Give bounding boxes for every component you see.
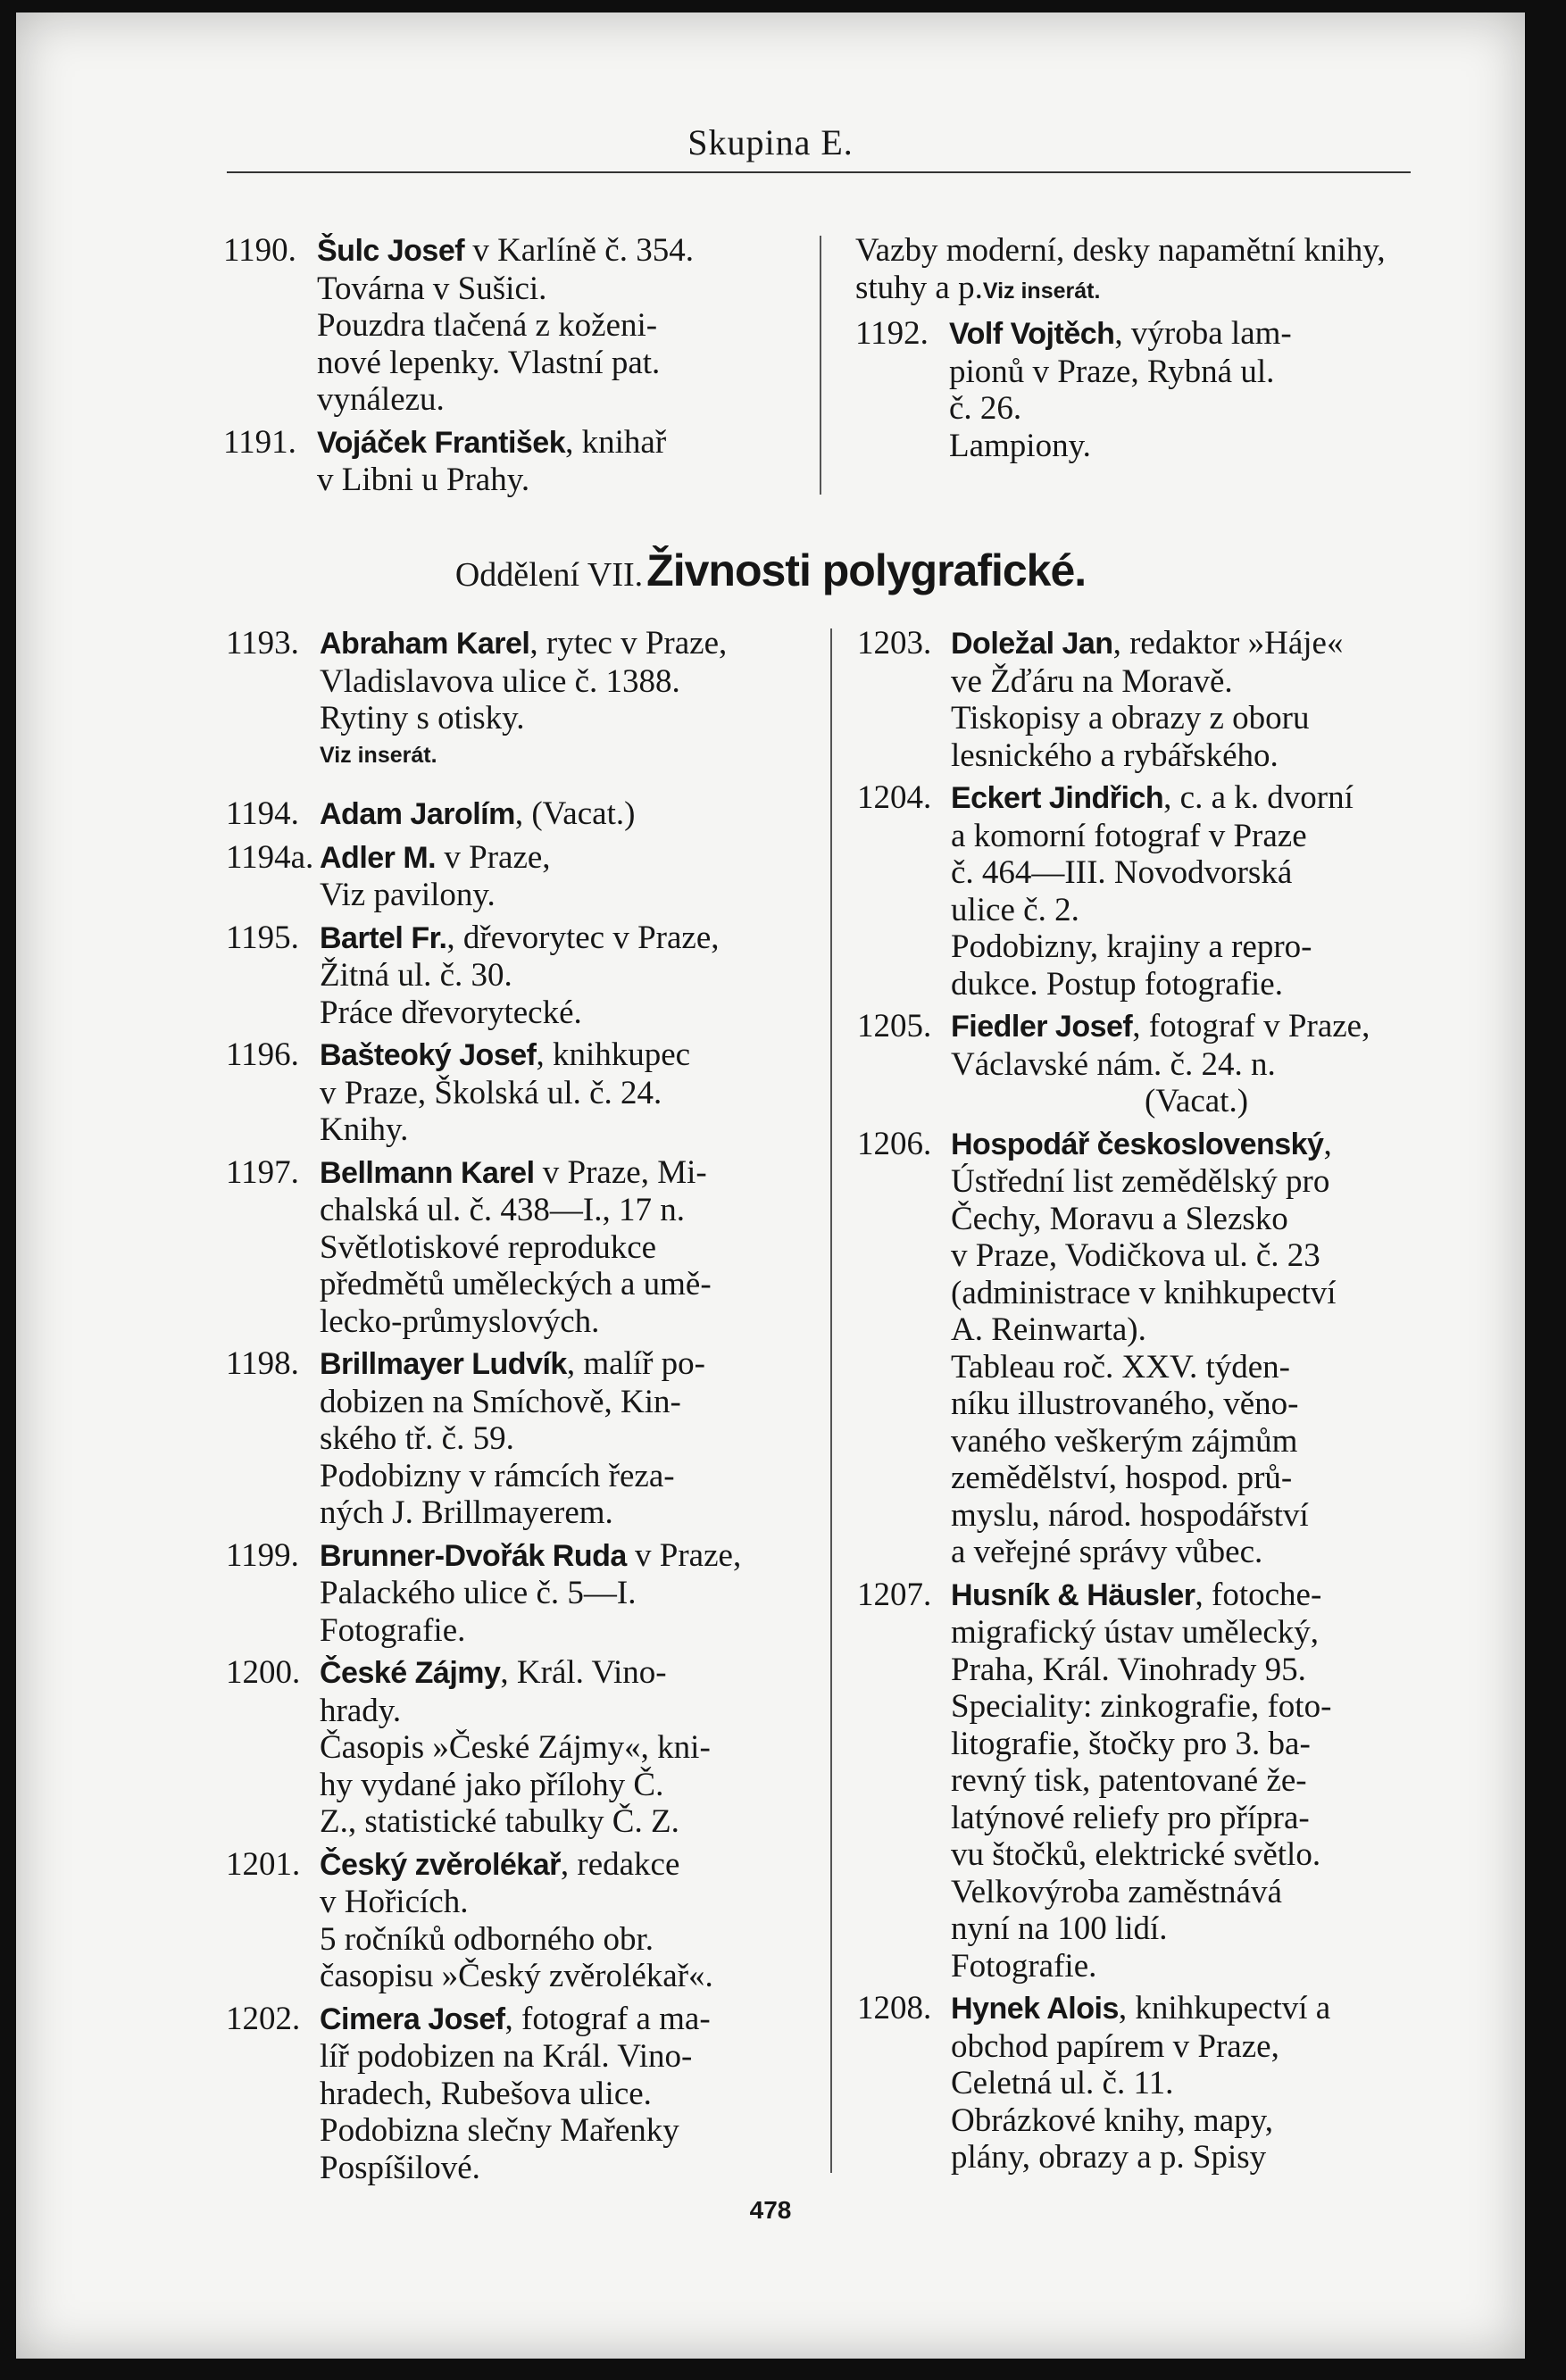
entry-description: , Král. Vino- [500, 1654, 667, 1691]
entry-number: 1203. [857, 625, 932, 662]
entry-name: Hynek Alois [951, 1992, 1119, 2026]
entry-line: Celetná ul. č. 11. [951, 2065, 1174, 2101]
top-left-column [223, 232, 812, 499]
section-heading [16, 545, 1525, 596]
section-title: Živnosti polygrafické. [646, 545, 1087, 595]
entry-number: 1199. [226, 1536, 299, 1574]
entry-description: , dřevorytec v Praze, [446, 919, 720, 956]
entry-name: Fiedler Josef [951, 1010, 1133, 1044]
document-page [16, 12, 1525, 2359]
section-label: Oddělení VII. [454, 556, 644, 594]
directory-entry [226, 920, 824, 1032]
entry-line: Rytiny s otisky. [320, 700, 525, 736]
entry-line: (administrace v knihkupectví [951, 1274, 1337, 1311]
entry-description: v Praze, Mi- [534, 1153, 707, 1191]
entry-number: 1208. [857, 1990, 932, 2026]
entry-name: Brillmayer Ludvík [320, 1347, 567, 1381]
entry-line: ského tř. č. 59. [320, 1420, 514, 1457]
entry-line: Lampiony. [949, 427, 1091, 464]
entry-first-line [320, 2001, 824, 2039]
entry-line: A. Reinwarta). [951, 1311, 1146, 1348]
entry-name: Adam Jarolím [320, 797, 515, 831]
entry-line: Viz pavilony. [320, 877, 496, 913]
entry-description: , [1323, 1125, 1332, 1162]
entry-line: pionů v Praze, Rybná ul. [949, 353, 1275, 390]
continued-line: Vazby moderní, desky na [855, 232, 1190, 269]
entry-first-line [320, 1537, 824, 1576]
entry-line: nyní na 100 lidí. [951, 1910, 1168, 1947]
entry-name: Hospodář československý [951, 1127, 1324, 1161]
entry-number: 1204. [857, 779, 932, 816]
entry-description: v Praze, [436, 838, 551, 876]
entry-description: v Karlíně č. 354. [464, 232, 694, 269]
entry-number: 1195. [226, 919, 299, 956]
entry-line: Speciality: zinkografie, foto- [951, 1688, 1332, 1725]
entry-name: Bartel Fr. [320, 920, 447, 955]
directory-entry [226, 625, 824, 774]
entry-line: Továrna v Sušici. [317, 270, 547, 307]
entry-line: nové lepenky. Vlastní pat. [317, 344, 661, 381]
entry-line: Fotografie. [320, 1611, 466, 1649]
entry-line: Pospíšilové. [320, 2149, 480, 2186]
entry-line: ulice č. 2. [951, 891, 1079, 928]
entry-line: č. 26. [949, 390, 1022, 427]
entry-line: hy vydané jako přílohy Č. [320, 1766, 664, 1803]
page-number: 478 [749, 2196, 792, 2224]
entry-description: , (Vacat.) [514, 795, 636, 832]
entry-line: Podobizna slečny Mařenky [320, 2112, 679, 2149]
entry-line: Z., statistické tabulky Č. Z. [320, 1803, 679, 1840]
entry-line: Světlotiskové reprodukce [320, 1228, 657, 1266]
entry-first-line [320, 1154, 824, 1193]
entry-name: Bašteoký Josef [320, 1038, 537, 1072]
entry-line: plány, obrazy a p. Spisy [951, 2139, 1267, 2176]
directory-entry [226, 1345, 824, 1532]
entry-line: Ústřední list zemědělský pro [951, 1163, 1330, 1200]
entry-first-line [320, 795, 824, 834]
entry-description: , malíř po- [566, 1345, 705, 1382]
entry-description: , knihař [565, 423, 667, 461]
entry-line: hradech, Rubešova ulice. [320, 2075, 652, 2112]
entry-line: v Praze, Vodičkova ul. č. 23 [951, 1237, 1320, 1274]
entry-note: Viz inserát. [320, 742, 437, 768]
entry-number: 1207. [857, 1576, 932, 1613]
entry-description: , redaktor »Háje« [1112, 625, 1344, 662]
entry-number: 1198. [226, 1345, 299, 1382]
entry-first-line [951, 1008, 1442, 1046]
entry-name: Doležal Jan [951, 627, 1113, 661]
entry-line: Praha, Král. Vinohrady 95. [951, 1651, 1306, 1688]
entry-line: Podobizny, krajiny a repro- [951, 928, 1312, 965]
entry-line: Časopis »České Zájmy«, kni- [320, 1729, 711, 1766]
entry-line: Palackého ulice č. 5—I. [320, 1575, 637, 1611]
entry-first-line [949, 315, 1427, 354]
entry-line: v Hořicích. [320, 1884, 469, 1920]
entry-name: Eckert Jindřich [951, 781, 1164, 815]
directory-entry [857, 625, 1442, 774]
entry-description: , fotograf a ma- [504, 2000, 711, 2037]
entry-line: Tableau roč. XXV. týden- [951, 1348, 1290, 1386]
entry-line: lecko-průmyslových. [320, 1302, 600, 1340]
entry-description: , výroba lam- [1114, 315, 1292, 352]
entry-line: Fotografie. [951, 1947, 1097, 1985]
entry-first-line [951, 1577, 1442, 1615]
directory-entry [857, 1990, 1442, 2176]
entry-name: Vojáček František [317, 425, 566, 460]
header-rule [227, 171, 1411, 173]
directory-entry [226, 2001, 824, 2187]
entry-line: Tiskopisy a obrazy z oboru [951, 700, 1310, 736]
entry-first-line [320, 1345, 824, 1384]
entry-description: , fotograf v Praze, [1132, 1008, 1370, 1044]
entry-number: 1192. [855, 315, 929, 352]
entry-number: 1194. [226, 795, 299, 832]
entry-line: v Libni u Prahy. [317, 462, 530, 498]
directory-entry [857, 1126, 1442, 1571]
entry-number: 1205. [857, 1008, 932, 1044]
entry-line: Podobizny v rámcích řeza- [320, 1457, 675, 1494]
entry-line: Obrázkové knihy, mapy, [951, 2101, 1273, 2139]
entry-line: dukce. Postup fotografie. [951, 965, 1283, 1003]
entry-name: České Zájmy [320, 1656, 501, 1690]
directory-entry [226, 1654, 824, 1841]
entry-name: Cimera Josef [320, 2001, 505, 2036]
entry-line: Pouzdra tlačená z koženi- [317, 307, 658, 344]
entry-first-line [317, 424, 812, 462]
entry-line: vaného veškerým zájmům [951, 1422, 1298, 1460]
entry-name: Brunner-Dvořák Ruda [320, 1538, 627, 1573]
entry-first-line [320, 839, 824, 878]
entry-number: 1197. [226, 1153, 299, 1191]
entry-line: chalská ul. č. 438—I., 17 n. [320, 1192, 685, 1228]
top-column-divider [820, 236, 821, 495]
right-column [857, 625, 1442, 2176]
page-header: Skupina E. [687, 122, 854, 162]
entry-line: časopisu »Český zvěrolékař«. [320, 1958, 713, 1994]
entry-number: 1201. [226, 1845, 301, 1883]
continued-note: Viz inserát. [982, 278, 1101, 304]
entry-line: ných J. Brillmayerem. [320, 1494, 613, 1531]
directory-entry [226, 1036, 824, 1149]
entry-line: zemědělství, hospod. prů- [951, 1460, 1293, 1496]
entry-line: v Praze, Školská ul. č. 24. [320, 1074, 662, 1111]
directory-entry [226, 839, 824, 914]
entry-line: myslu, národ. hospodářství [951, 1496, 1309, 1534]
directory-entry [223, 232, 812, 419]
entry-name: Český zvěrolékař [320, 1847, 561, 1882]
entry-line: latýnové reliefy pro přípra- [951, 1799, 1310, 1836]
entry-first-line [951, 1126, 1442, 1164]
entry-number: 1206. [857, 1125, 932, 1162]
entry-line: 5 ročníků odborného obr. [320, 1920, 654, 1958]
entry-description: , c. a k. dvorní [1163, 779, 1354, 816]
entry-line: Václavské nám. č. 24. n. [951, 1045, 1276, 1083]
entry-first-line [951, 1990, 1442, 2028]
entry-name: Šulc Josef [317, 234, 465, 268]
entry-first-line [320, 1654, 824, 1693]
entry-line: vu štočků, elektrické světlo. [951, 1836, 1321, 1873]
entry-name: Bellmann Karel [320, 1155, 535, 1190]
directory-entry [226, 1846, 824, 1995]
entry-first-line [317, 232, 812, 270]
entry-description: , redakce [560, 1845, 680, 1883]
entry-line: dobizen na Smíchově, Kin- [320, 1383, 681, 1420]
entry-line: litografie, štočky pro 3. ba- [951, 1725, 1311, 1762]
entry-name: Abraham Karel [320, 627, 530, 661]
entry-number: 1194a. [226, 838, 314, 876]
directory-entry [226, 1537, 824, 1650]
left-column [226, 625, 824, 2186]
entry-line: a veřejné správy vůbec. [951, 1534, 1263, 1570]
directory-entry [857, 1008, 1442, 1120]
entry-description: v Praze, [626, 1536, 742, 1574]
entry-line: Knihy. [320, 1111, 409, 1148]
entry-first-line [320, 1036, 824, 1075]
entry-line: líř podobizen na Král. Vino- [320, 2038, 693, 2075]
directory-entry [855, 315, 1427, 464]
entry-name: Volf Vojtěch [949, 317, 1115, 351]
entry-name: Husník & Häusler [951, 1577, 1195, 1612]
entry-line: vynálezu. [317, 381, 445, 418]
directory-entry [226, 1154, 824, 1341]
entry-line: Velkovýroba zaměstnává [951, 1873, 1282, 1910]
entry-number: 1190. [223, 232, 296, 269]
entry-line: níku illustrovaného, věno- [951, 1386, 1299, 1422]
entry-description: , fotoche- [1195, 1576, 1322, 1613]
entry-number: 1200. [226, 1654, 301, 1691]
entry-line: Vladislavova ulice č. 1388. [320, 662, 680, 700]
entry-number: 1191. [223, 423, 296, 461]
entry-number: 1193. [226, 625, 299, 662]
entry-line: migrafický ústav umělecký, [951, 1614, 1320, 1651]
entry-first-line [320, 1846, 824, 1885]
entry-line: lesnického a rybářského. [951, 736, 1279, 774]
entry-line: ve Žďáru na Moravě. [951, 662, 1233, 700]
main-column-divider [830, 628, 832, 2173]
entry-first-line [320, 920, 824, 958]
entry-first-line [951, 779, 1442, 818]
entry-line: č. 464—III. Novodvorská [951, 854, 1293, 891]
entry-line: a komorní fotograf v Praze [951, 817, 1307, 854]
entry-line: Práce dřevorytecké. [320, 994, 582, 1031]
directory-entry [226, 795, 824, 834]
entry-line: revný tisk, patentované že- [951, 1762, 1307, 1799]
entry-number: 1202. [226, 2000, 301, 2037]
entry-first-line [951, 625, 1442, 663]
entry-description: , knihkupectví a [1118, 1990, 1331, 2026]
continued-line: pamětní knihy, stuhy a p. [855, 232, 1386, 306]
entry-description: , knihkupec [536, 1036, 691, 1073]
entry-description: , rytec v Praze, [529, 625, 728, 662]
entry-line: obchod papírem v Praze, [951, 2027, 1279, 2065]
entry-line: Žitná ul. č. 30. [320, 957, 512, 994]
entry-line: hrady. [320, 1692, 402, 1729]
entry-first-line [320, 625, 824, 663]
directory-entry [857, 779, 1442, 1003]
directory-entry [857, 1577, 1442, 1985]
entry-name: Adler M. [320, 840, 437, 875]
entry-line: Čechy, Moravu a Slezsko [951, 1200, 1288, 1237]
directory-entry [223, 424, 812, 499]
top-right-column [855, 232, 1427, 464]
entry-vacat: (Vacat.) [1144, 1083, 1249, 1119]
entry-number: 1196. [226, 1036, 299, 1073]
entry-line: předmětů uměleckých a umě- [320, 1266, 712, 1302]
